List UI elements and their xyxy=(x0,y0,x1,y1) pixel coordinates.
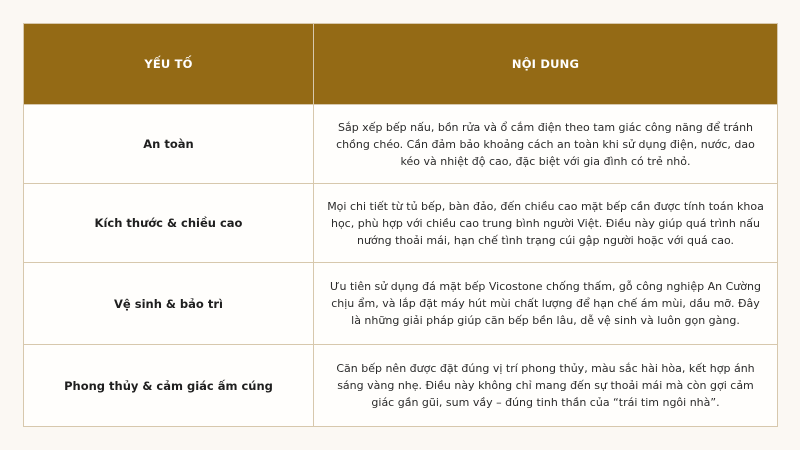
factor-cell: Kích thước & chiều cao xyxy=(24,184,314,263)
table-row xyxy=(24,263,778,345)
header-factor: YẾU TỐ xyxy=(24,24,314,105)
factor-cell: Vệ sinh & bảo trì xyxy=(24,263,314,345)
table-header-row xyxy=(24,24,778,105)
content-cell: Ưu tiên sử dụng đá mặt bếp Vicostone chống thấm, gỗ công nghiệp An Cường chịu ẩm, và lắp đặt máy hút mùi chất lượng để hạn chế ám mùi, dầu mỡ. Đây là những giải pháp giúp căn bếp bền lâu, dễ vệ sinh và luôn gọn gàng. xyxy=(314,263,778,345)
content-cell: Sắp xếp bếp nấu, bồn rửa và ổ cắm điện theo tam giác công năng để tránh chồng chéo. Cần đảm bảo khoảng cách an toàn khi sử dụng điện, nước, dao kéo và nhiệt độ cao, đặc biệt với gia đình có trẻ nhỏ. xyxy=(314,105,778,184)
kitchen-factors-table xyxy=(23,23,778,427)
comparison-table-container xyxy=(23,23,777,427)
factor-cell: Phong thủy & cảm giác ấm cúng xyxy=(24,345,314,427)
content-cell: Mọi chi tiết từ tủ bếp, bàn đảo, đến chiều cao mặt bếp cần được tính toán khoa học, phù hợp với chiều cao trung bình người Việt. Điều này giúp quá trình nấu nướng thoải mái, hạn chế tình trạng cúi gập người hoặc với quá cao. xyxy=(314,184,778,263)
table-row xyxy=(24,184,778,263)
header-content: NỘI DUNG xyxy=(314,24,778,105)
factor-cell: An toàn xyxy=(24,105,314,184)
table-row xyxy=(24,345,778,427)
content-cell: Căn bếp nên được đặt đúng vị trí phong thủy, màu sắc hài hòa, kết hợp ánh sáng vàng nhẹ. Điều này không chỉ mang đến sự thoải mái mà còn gợi cảm giác gần gũi, sum vầy – đúng tinh thần của “trái tim ngôi nhà”. xyxy=(314,345,778,427)
table-row xyxy=(24,105,778,184)
